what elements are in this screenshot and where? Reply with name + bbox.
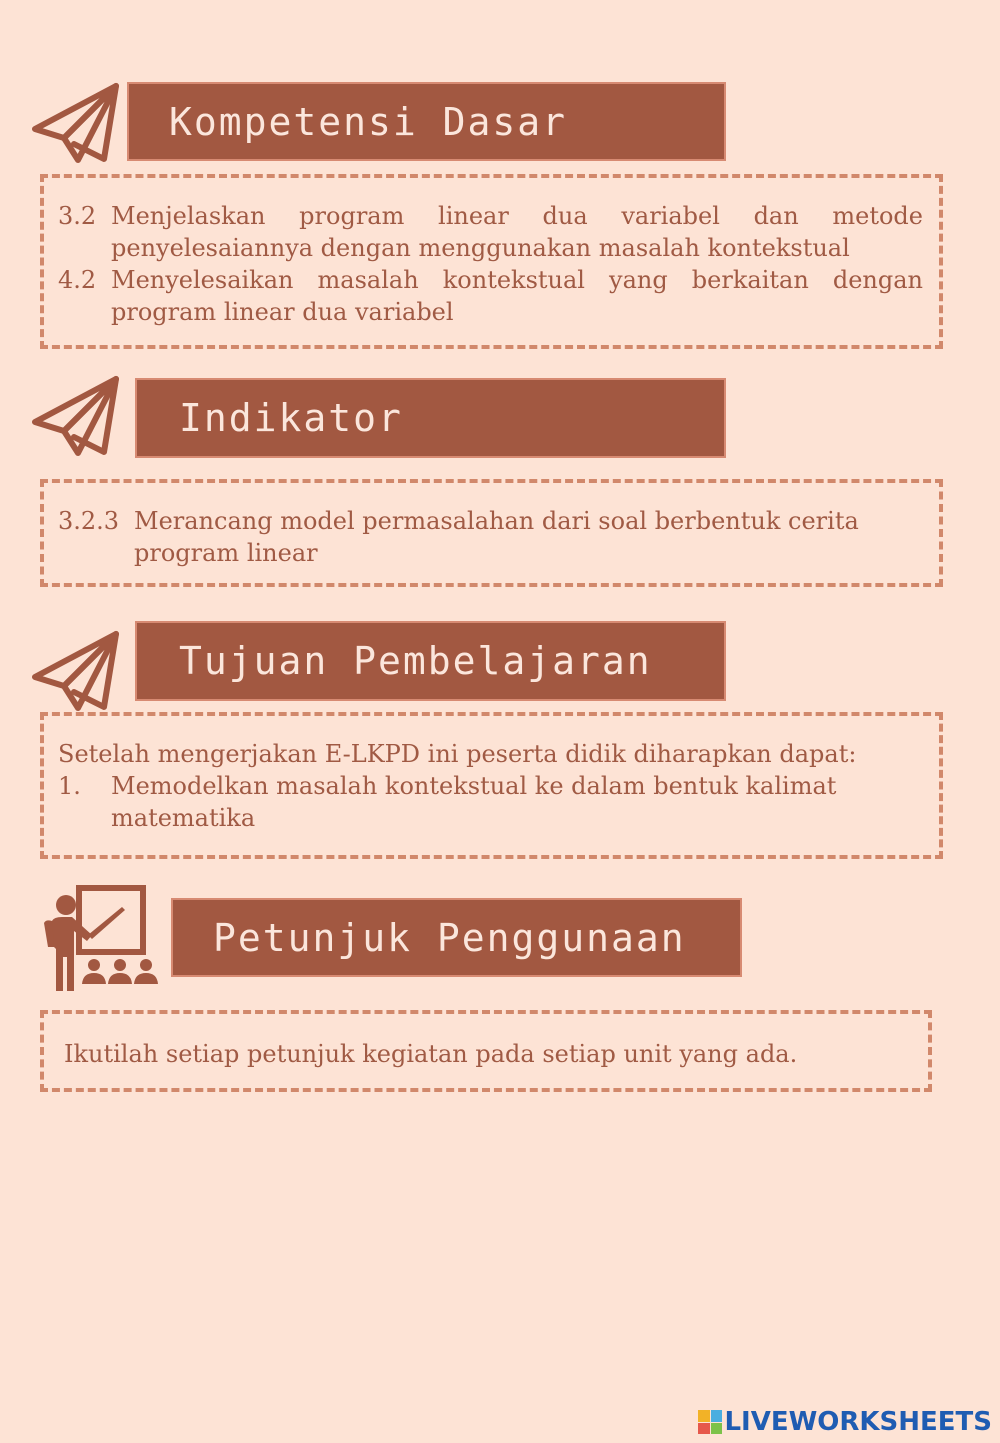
indikator-item-3-2-3	[58, 505, 923, 569]
kompetensi-item-4-2	[58, 264, 923, 328]
indikator-title: Indikator	[179, 396, 403, 440]
petunjuk-box	[40, 1010, 932, 1092]
kompetensi-dasar-banner	[127, 82, 726, 161]
kompetensi-dasar-title: Kompetensi Dasar	[169, 99, 568, 144]
liveworksheets-logo[interactable]	[698, 1407, 992, 1437]
kompetensi-item-number: 4.2	[58, 266, 97, 294]
indikator-banner	[135, 378, 726, 458]
teacher-presentation-icon	[40, 883, 162, 993]
tujuan-box	[40, 712, 943, 859]
tujuan-item-1	[58, 770, 923, 834]
tujuan-item-text: Memodelkan masalah kontekstual ke dalam bentuk kalimat matematika	[111, 772, 837, 832]
liveworksheets-mark-icon	[698, 1410, 722, 1434]
liveworksheets-text: LIVEWORKSHEETS	[724, 1407, 992, 1437]
kompetensi-item-3-2	[58, 200, 923, 264]
paper-plane-icon	[30, 630, 122, 714]
indikator-item-number: 3.2.3	[58, 507, 120, 535]
kompetensi-item-text: Menyelesaikan masalah kontekstual yang berkaitan dengan program linear dua variabel	[111, 266, 923, 326]
petunjuk-title: Petunjuk Penggunaan	[213, 915, 686, 960]
paper-plane-icon	[30, 82, 122, 166]
kompetensi-dasar-box	[40, 174, 943, 349]
tujuan-title: Tujuan Pembelajaran	[179, 639, 652, 683]
kompetensi-item-text: Menjelaskan program linear dua variabel dan metode penyelesaiannya dengan menggunakan masalah kontekstual	[111, 202, 923, 262]
tujuan-item-number: 1.	[58, 772, 81, 800]
tujuan-intro: Setelah mengerjakan E-LKPD ini peserta didik diharapkan dapat:	[58, 740, 857, 768]
kompetensi-item-number: 3.2	[58, 202, 97, 230]
tujuan-banner	[135, 621, 726, 701]
indikator-item-text: Merancang model permasalahan dari soal berbentuk cerita program linear	[134, 507, 859, 567]
petunjuk-banner	[171, 898, 742, 977]
petunjuk-text: Ikutilah setiap petunjuk kegiatan pada setiap unit yang ada.	[64, 1040, 798, 1068]
paper-plane-icon	[30, 375, 122, 459]
indikator-box	[40, 479, 943, 587]
